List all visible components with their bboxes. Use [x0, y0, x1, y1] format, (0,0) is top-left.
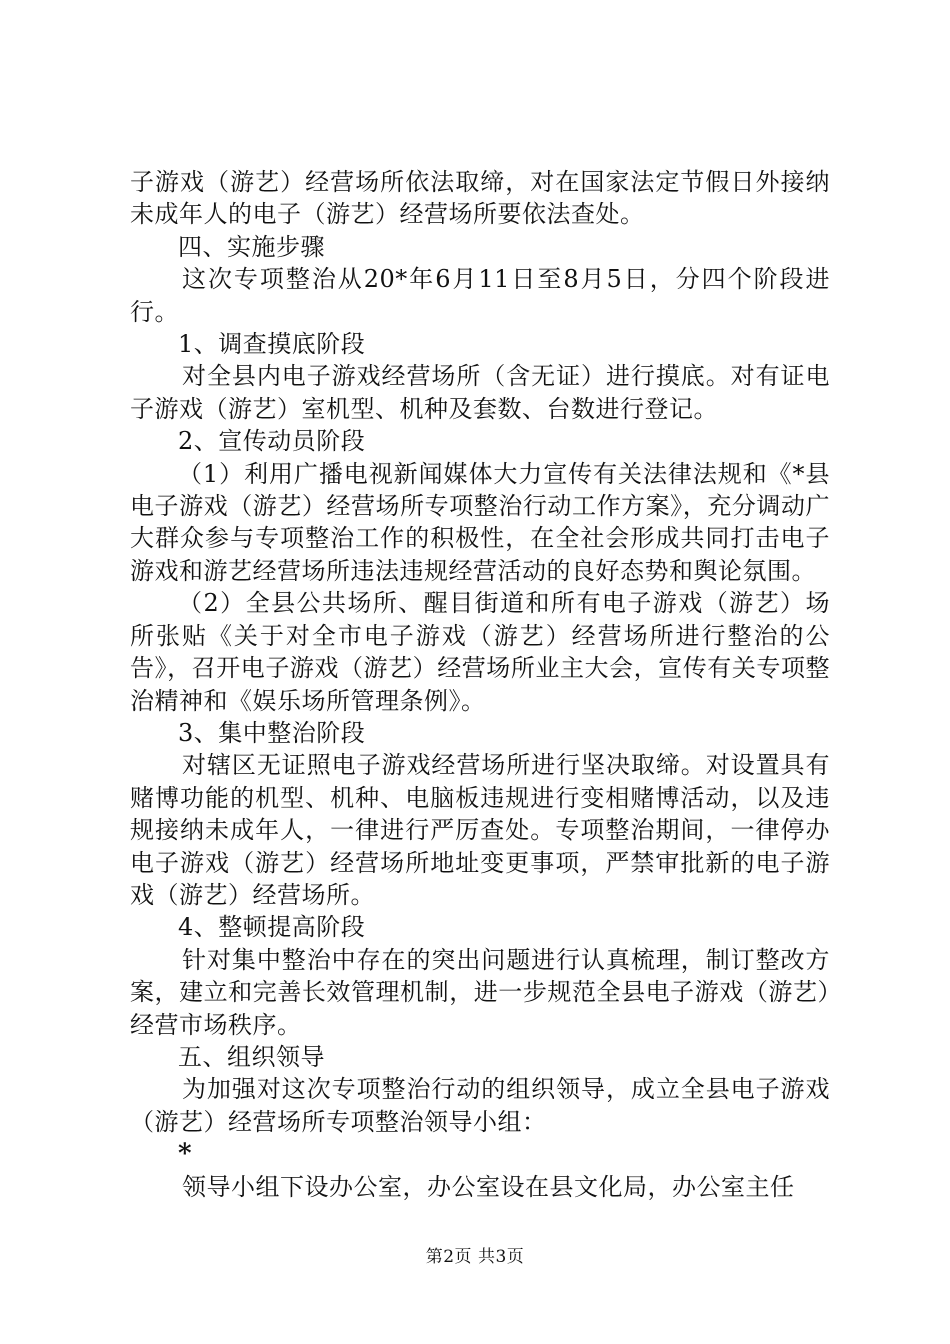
paragraph-improvement: 针对集中整治中存在的突出问题进行认真梳理，制订整改方案，建立和完善长效管理机制，进一步规范全县电子游戏（游艺）经营市场秩序。: [130, 945, 830, 1039]
document-body: [130, 166, 830, 1203]
paragraph-continuation: 子游戏（游艺）经营场所依法取缔，对在国家法定节假日外接纳未成年人的电子（游艺）经营场所要依法查处。: [130, 168, 830, 229]
subheading-rectification-stage: 3、集中整治阶段: [178, 718, 366, 747]
paragraph-publicity-1: （1）利用广播电视新闻媒体大力宣传有关法律法规和《*县电子游戏（游艺）经营场所专项整治行动工作方案》，充分调动广大群众参与专项整治工作的积极性，在全社会形成共同打击电子游戏和游艺经营场所违法违规经营活动的良好态势和舆论氛围。: [130, 459, 830, 585]
placeholder-asterisk: *: [178, 1139, 193, 1170]
section-heading-organization: 五、组织领导: [178, 1042, 325, 1071]
subheading-survey-stage: 1、调查摸底阶段: [178, 330, 366, 359]
page-footer: 第2页 共3页: [425, 1247, 525, 1267]
subheading-publicity-stage: 2、宣传动员阶段: [178, 427, 366, 456]
paragraph-schedule: 这次专项整治从20*年6月11日至8月5日，分四个阶段进行。: [130, 265, 830, 326]
paragraph-office: 领导小组下设办公室，办公室设在县文化局，办公室主任: [182, 1172, 795, 1201]
section-heading-implementation-steps: 四、实施步骤: [178, 232, 325, 261]
paragraph-rectification: 对辖区无证照电子游戏经营场所进行坚决取缔。对设置具有赌博功能的机型、机种、电脑板违规进行变相赌博活动，以及违规接纳未成年人，一律进行严厉查处。专项整治期间，一律停办电子游戏（游艺）经营场所地址变更事项，严禁审批新的电子游戏（游艺）经营场所。: [130, 751, 830, 909]
paragraph-publicity-2: （2）全县公共场所、醒目街道和所有电子游戏（游艺）场所张贴《关于对全市电子游戏（游艺）经营场所进行整治的公告》，召开电子游戏（游艺）经营场所业主大会，宣传有关专项整治精神和《娱乐场所管理条例》。: [130, 589, 830, 715]
paragraph-organization: 为加强对这次专项整治行动的组织领导，成立全县电子游戏（游艺）经营场所专项整治领导小组：: [130, 1075, 830, 1136]
subheading-improvement-stage: 4、整顿提高阶段: [178, 913, 366, 942]
paragraph-survey: 对全县内电子游戏经营场所（含无证）进行摸底。对有证电子游戏（游艺）室机型、机种及套数、台数进行登记。: [130, 362, 830, 423]
